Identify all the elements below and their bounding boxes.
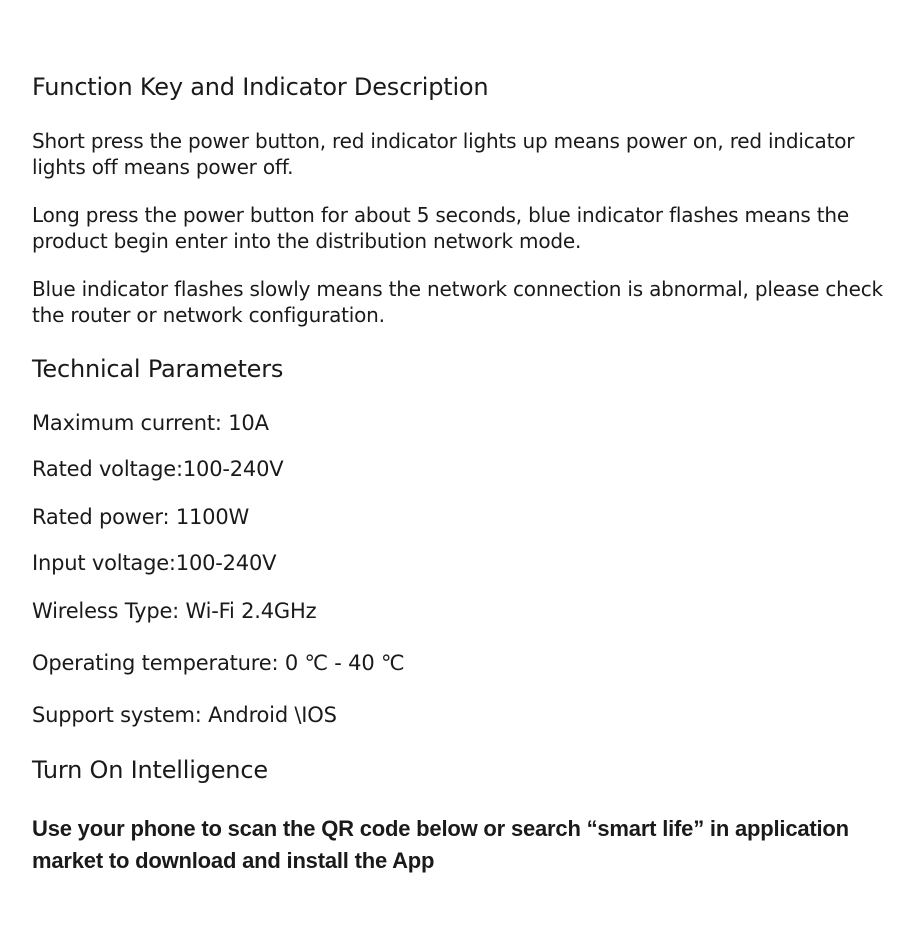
function-key-heading: Function Key and Indicator Description [32, 73, 489, 101]
param-support-system: Support system: Android \IOS [32, 703, 337, 727]
param-maximum-current: Maximum current: 10A [32, 411, 269, 435]
short-press-paragraph: Short press the power button, red indicator lights up means power on, red indicator lights off means power off. [32, 129, 855, 179]
turn-on-intelligence-heading: Turn On Intelligence [32, 756, 268, 784]
param-wireless-type: Wireless Type: Wi-Fi 2.4GHz [32, 599, 317, 623]
long-press-paragraph: Long press the power button for about 5 seconds, blue indicator flashes means the product begin enter into the distribution network mode. [32, 203, 850, 253]
param-operating-temperature: Operating temperature: 0 ℃ - 40 ℃ [32, 651, 405, 675]
param-input-voltage: Input voltage:100-240V [32, 551, 277, 575]
technical-parameters-heading: Technical Parameters [32, 355, 284, 383]
param-rated-voltage: Rated voltage:100-240V [32, 457, 284, 481]
param-rated-power: Rated power: 1100W [32, 505, 250, 529]
slow-flash-paragraph: Blue indicator flashes slowly means the network connection is abnormal, please check the router or network configuration. [32, 277, 883, 327]
app-download-instruction: Use your phone to scan the QR code below or search “smart life” in application market to download and install the App [32, 816, 849, 873]
